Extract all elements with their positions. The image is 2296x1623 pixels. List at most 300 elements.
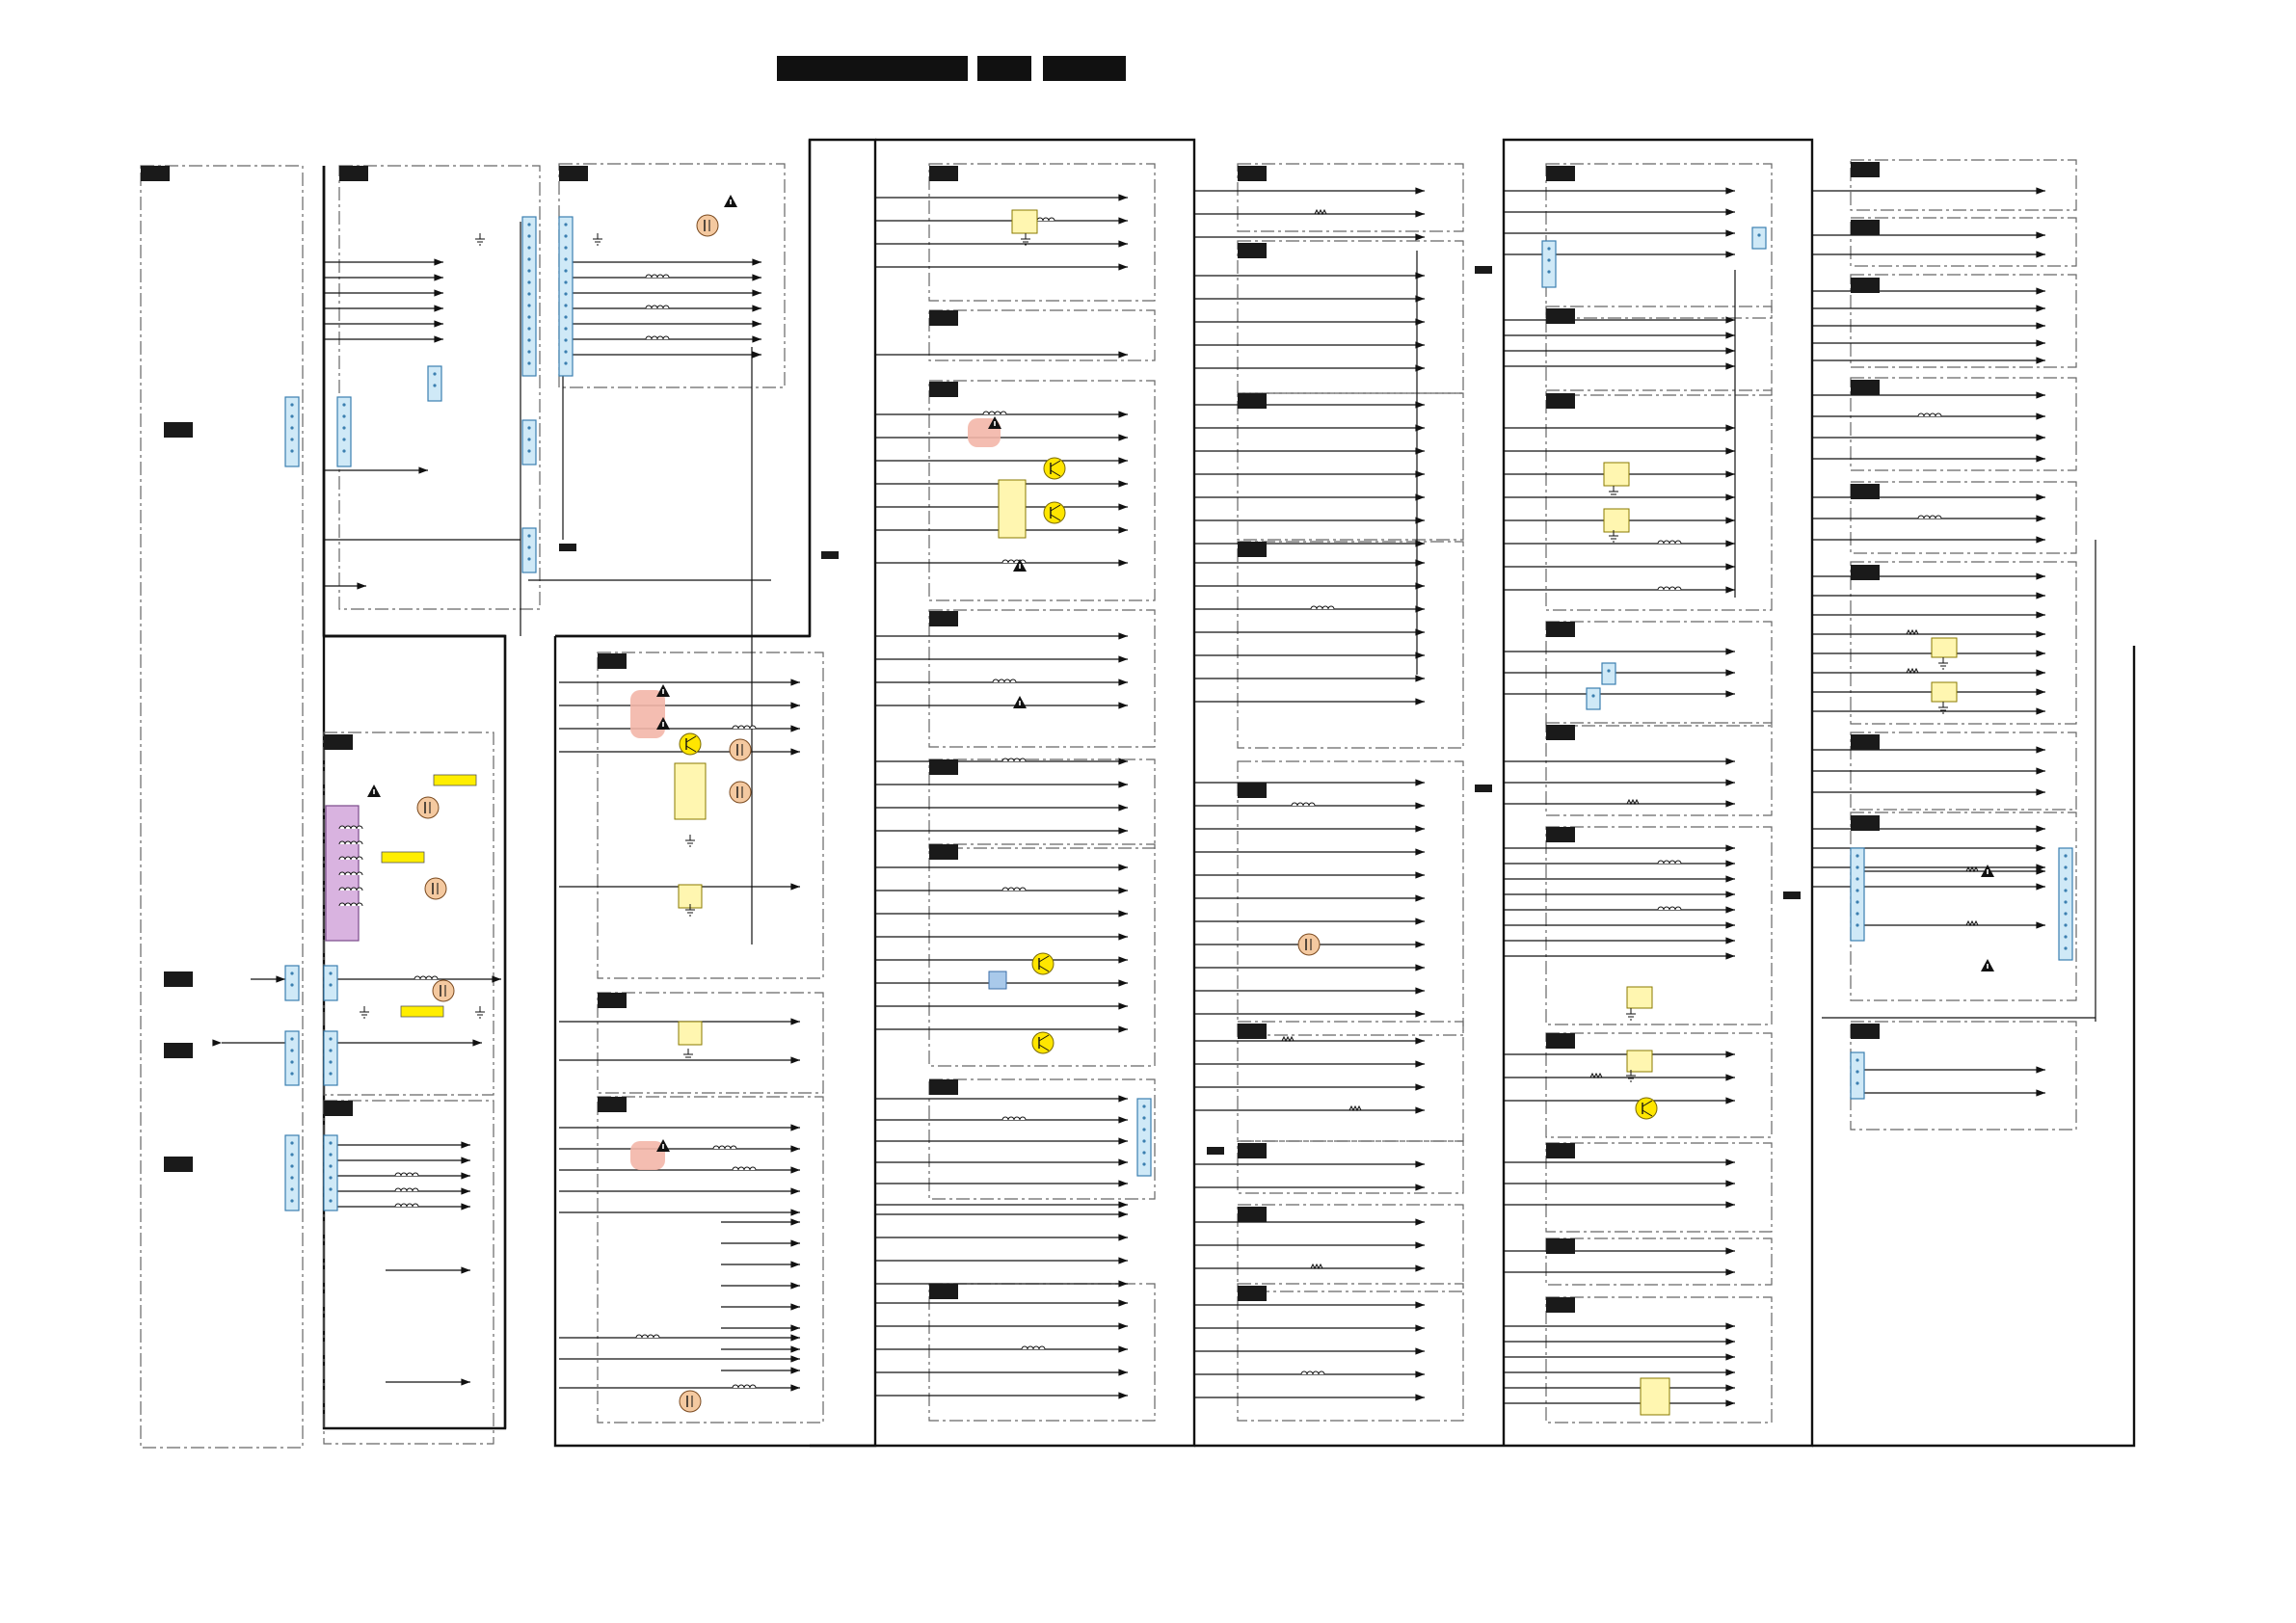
arrow-icon [1725, 800, 1735, 807]
arrow-icon [1118, 933, 1128, 940]
arrow-icon [1725, 187, 1735, 194]
connector-pin [564, 361, 567, 364]
coil-icon [395, 1188, 418, 1191]
arrow-icon [1118, 1257, 1128, 1264]
connector-pin [433, 372, 436, 375]
arrow-icon [1118, 351, 1128, 358]
arrow-icon [790, 1018, 800, 1024]
mosfet-icon [680, 1391, 701, 1412]
arrow-icon [1415, 295, 1425, 302]
connector-pin [2064, 865, 2067, 868]
connector-pin [564, 338, 567, 341]
arrow-icon [2036, 187, 2045, 194]
block-tag [164, 971, 193, 987]
arrow-icon [2036, 231, 2045, 238]
arrow-icon [1725, 1074, 1735, 1080]
arrow-icon [418, 466, 428, 473]
arrow-icon [434, 258, 443, 265]
block-tag [929, 1284, 958, 1299]
arrow-icon [1415, 894, 1425, 901]
connector-pin [342, 449, 345, 452]
arrow-icon [461, 1141, 470, 1148]
arrow-icon [1725, 1338, 1735, 1344]
connector-pin [564, 223, 567, 226]
connector-pin [1855, 854, 1858, 857]
arrow-icon [1725, 1180, 1735, 1186]
block-tag [1546, 166, 1575, 181]
arrow-icon [1725, 1097, 1735, 1104]
label-tag [382, 852, 424, 863]
connector-pin [527, 545, 530, 548]
arrow-icon [2036, 536, 2045, 543]
arrow-icon [790, 702, 800, 708]
connector-pin [329, 1037, 332, 1040]
transistor-icon [1044, 458, 1065, 479]
arrow-icon [790, 748, 800, 755]
connector-pin [329, 1176, 332, 1179]
arrow-icon [1118, 1180, 1128, 1186]
dashed-panel [1546, 1143, 1772, 1232]
dashed-panel [929, 610, 1155, 747]
arrow-icon [1415, 341, 1425, 348]
arrow-icon [1118, 887, 1128, 893]
block-tag [1546, 308, 1575, 324]
arrow-icon [1118, 480, 1128, 487]
dashed-panel [1238, 1141, 1463, 1193]
arrow-icon [1415, 628, 1425, 635]
arrow-icon [461, 1266, 470, 1273]
coil-icon [1022, 1346, 1045, 1349]
coil-icon [646, 336, 669, 339]
arrow-icon [752, 274, 761, 280]
dashed-panel [598, 993, 823, 1093]
arrow-icon [1118, 910, 1128, 917]
connector-pin [290, 983, 293, 986]
connector-pin [2064, 923, 2067, 926]
arrow-icon [790, 1282, 800, 1289]
arrow-icon [1118, 864, 1128, 870]
arrow-icon [461, 1187, 470, 1194]
arrow-icon [1725, 1051, 1735, 1057]
coil-icon [1658, 587, 1681, 590]
block-tag [1546, 393, 1575, 409]
arrow-icon [1415, 364, 1425, 371]
arrow-icon [461, 1172, 470, 1179]
arrow-icon [434, 335, 443, 342]
arrow-icon [1118, 559, 1128, 566]
arrow-icon [434, 274, 443, 280]
connector-pin [2064, 935, 2067, 938]
ic-box [1932, 682, 1957, 702]
arrow-icon [1725, 1322, 1735, 1329]
connector-pin [290, 1060, 293, 1063]
transistor-icon [680, 733, 701, 755]
arrow-icon [1118, 781, 1128, 787]
connector-pin [290, 1141, 293, 1144]
arrow-icon [1118, 804, 1128, 811]
coil-icon [414, 976, 438, 979]
arrow-icon [1415, 1370, 1425, 1377]
arrow-icon [1415, 1184, 1425, 1190]
solid-panel-border [555, 140, 875, 1446]
dashed-panel [929, 759, 1155, 848]
arrow-icon [1118, 956, 1128, 963]
block-tag [1851, 162, 1880, 177]
arrow-icon [790, 1166, 800, 1173]
coil-icon [1658, 541, 1681, 544]
arrow-icon [1725, 1201, 1735, 1208]
arrow-icon [1118, 1299, 1128, 1306]
coil-icon [1658, 861, 1681, 864]
arrow-icon [1118, 240, 1128, 247]
arrow-icon [790, 1056, 800, 1063]
arrow-icon [790, 1345, 800, 1352]
arrow-icon [1118, 1234, 1128, 1240]
arrow-icon [2036, 592, 2045, 599]
arrow-icon [1415, 698, 1425, 705]
arrow-icon [2036, 788, 2045, 795]
arrow-icon [1118, 1116, 1128, 1123]
connector-pin [1142, 1139, 1145, 1142]
connector-pin [1547, 258, 1550, 261]
arrow-icon [1415, 559, 1425, 566]
arrow-icon [1118, 411, 1128, 417]
arrow-icon [2036, 883, 2045, 890]
arrow-icon [1725, 1384, 1735, 1391]
warning-mark [1019, 701, 1021, 705]
dashed-panel [141, 166, 303, 1448]
fuse-highlight [630, 690, 665, 738]
arrow-icon [1725, 540, 1735, 546]
dashed-panel [1238, 1205, 1463, 1291]
arrow-icon [1725, 1369, 1735, 1375]
connector-pin [290, 403, 293, 406]
connector-pin [527, 315, 530, 318]
block-tag [929, 611, 958, 626]
connector-pin [290, 1072, 293, 1075]
arrow-icon [1118, 1369, 1128, 1375]
transistor-icon [1044, 502, 1065, 523]
block-tag [1851, 1024, 1880, 1039]
ic-box [1627, 987, 1652, 1008]
arrow-icon [1725, 648, 1735, 654]
arrow-icon [1118, 678, 1128, 685]
arrow-icon [2036, 391, 2045, 398]
coil-icon [1658, 907, 1681, 910]
connector-pin [1142, 1151, 1145, 1154]
arrow-icon [1415, 1394, 1425, 1400]
connector-pin [1855, 1081, 1858, 1084]
ic-box [1641, 1378, 1669, 1415]
block-tag [1238, 783, 1267, 798]
connector-pin [564, 350, 567, 353]
arrow-icon [1118, 1095, 1128, 1102]
arrow-icon [2036, 305, 2045, 311]
dashed-panel [1546, 1033, 1772, 1137]
ic-box [1012, 210, 1037, 233]
block-tag [929, 1079, 958, 1095]
arrow-icon [752, 351, 761, 358]
dashed-panel [1238, 164, 1463, 231]
arrow-icon [1415, 187, 1425, 194]
arrow-icon [2036, 825, 2045, 832]
arrow-icon [2036, 251, 2045, 257]
solid-panel-border [324, 166, 505, 1428]
arrow-icon [790, 678, 800, 685]
arrow-icon [492, 975, 501, 982]
arrow-icon [461, 1378, 470, 1385]
arrow-icon [1415, 941, 1425, 947]
block-tag [1475, 785, 1492, 792]
block-tag [929, 166, 958, 181]
solid-panel-border [875, 140, 1194, 1446]
arrow-icon [790, 1384, 800, 1391]
panel-borders [141, 140, 2134, 1448]
warning-mark [662, 722, 664, 727]
arrow-icon [752, 320, 761, 327]
dashed-panel [1546, 1238, 1772, 1285]
arrow-icon [1415, 1301, 1425, 1308]
arrow-icon [2036, 357, 2045, 363]
block-tag [1238, 1024, 1267, 1039]
arrow-icon [1118, 194, 1128, 200]
connector-pin [329, 1072, 332, 1075]
coil-icon [1292, 803, 1315, 806]
connector-pin [290, 971, 293, 974]
arrow-icon [1725, 1399, 1735, 1406]
arrow-icon [2036, 322, 2045, 329]
connector-pin [1591, 694, 1594, 697]
block-tag [1851, 815, 1880, 831]
connector [285, 966, 299, 1000]
block-tag [1546, 1297, 1575, 1313]
arrow-icon [276, 975, 285, 982]
arrow-icon [1118, 1158, 1128, 1165]
connector-pin [1757, 233, 1760, 236]
arrow-icon [790, 725, 800, 732]
dashed-panel [324, 1101, 494, 1444]
connector-pin [564, 269, 567, 272]
arrow-icon [1725, 208, 1735, 215]
connector-pin [1855, 1058, 1858, 1061]
arrow-icon [1415, 1241, 1425, 1248]
arrow-icon [1725, 779, 1735, 785]
connector-pin [527, 438, 530, 440]
arrow-icon [1118, 1345, 1128, 1352]
block-tag [1546, 1238, 1575, 1254]
dashed-panel [1851, 160, 2076, 210]
dashed-panel [598, 1097, 823, 1423]
coil-icon [733, 1167, 756, 1170]
mosfet-icon [433, 980, 454, 1001]
connector-pin [433, 384, 436, 386]
connector-pin [1855, 889, 1858, 891]
ic-box [675, 763, 706, 819]
transistor-icon [1032, 953, 1054, 974]
arrow-icon [2036, 707, 2045, 714]
dashed-panel [1238, 241, 1463, 393]
connector-pin [527, 449, 530, 452]
block-tag [929, 759, 958, 775]
arrow-icon [1725, 362, 1735, 369]
arrow-icon [1415, 918, 1425, 924]
arrow-icon [1415, 848, 1425, 855]
arrow-icon [1725, 447, 1735, 454]
arrow-icon [1118, 503, 1128, 510]
arrow-icon [1415, 210, 1425, 217]
ic-box [1604, 463, 1629, 486]
connector-pin [290, 1164, 293, 1167]
arrow-icon [461, 1157, 470, 1163]
label-tag [434, 775, 476, 785]
arrow-icon [790, 1187, 800, 1194]
connector-pin [2064, 912, 2067, 915]
connector [337, 397, 351, 466]
arrow-icon [1415, 652, 1425, 658]
connector-pin [290, 414, 293, 417]
block-tag [598, 993, 627, 1008]
dashed-panel [1851, 562, 2076, 724]
solid-panel-border [324, 166, 505, 1428]
arrow-icon [1118, 827, 1128, 834]
connector-pin [527, 350, 530, 353]
arrow-icon [790, 1334, 800, 1341]
connector-pin [527, 234, 530, 237]
connector-pin [290, 1153, 293, 1156]
connector-pin [342, 426, 345, 429]
connector-pin [1547, 270, 1550, 273]
block-tag [1851, 380, 1880, 395]
connector-pin [1142, 1104, 1145, 1107]
dashed-panel [1546, 622, 1772, 726]
arrow-icon [2036, 1066, 2045, 1073]
connector-pin [1855, 877, 1858, 880]
block-tag [929, 382, 958, 397]
transistor-icon [1636, 1098, 1657, 1119]
arrow-icon [1725, 844, 1735, 851]
arrow-icon [1725, 758, 1735, 764]
connector-pin [527, 426, 530, 429]
arrow-icon [2036, 515, 2045, 521]
arrow-icon [790, 1324, 800, 1331]
connector-pin [290, 449, 293, 452]
arrow-icon [1725, 952, 1735, 959]
coil-icon [1301, 1371, 1324, 1374]
solid-panel-border [1812, 646, 2134, 1446]
coil-icon [733, 1385, 756, 1388]
dashed-panel [1851, 812, 2076, 1000]
arrow-icon [1725, 690, 1735, 697]
connector [428, 366, 441, 401]
connector-pin [2064, 877, 2067, 880]
connector-pin [527, 269, 530, 272]
warning-mark [994, 421, 996, 426]
connector [1587, 688, 1600, 709]
arrow-icon [2036, 650, 2045, 656]
arrow-icon [1118, 1137, 1128, 1144]
arrow-icon [752, 335, 761, 342]
arrow-icon [1415, 1160, 1425, 1167]
block-tag [1238, 542, 1267, 557]
arrow-icon [357, 582, 366, 589]
block-tag [1546, 1143, 1575, 1158]
arrow-icon [2036, 339, 2045, 346]
connector-pin [527, 246, 530, 249]
arrow-icon [1415, 424, 1425, 431]
arrow-icon [1415, 1083, 1425, 1090]
connector-pin [1142, 1128, 1145, 1131]
connector-pin [1855, 912, 1858, 915]
arrow-icon [1725, 470, 1735, 477]
arrow-icon [1118, 1025, 1128, 1032]
connector-pin [564, 304, 567, 306]
block-tag [1207, 1147, 1224, 1155]
connector-pin [564, 292, 567, 295]
arrow-icon [1415, 401, 1425, 408]
block-tag [1546, 725, 1575, 740]
block-tag [324, 734, 353, 750]
block-tag [821, 551, 839, 559]
coil-icon [1002, 560, 1026, 563]
connector-pin [2064, 854, 2067, 857]
arrow-icon [752, 289, 761, 296]
arrow-icon [1725, 229, 1735, 236]
coil-icon [395, 1173, 418, 1176]
connector [285, 397, 299, 466]
warning-mark [1987, 964, 1989, 969]
arrow-icon [790, 1261, 800, 1267]
wiring [222, 191, 2134, 1446]
connector-pin [329, 1141, 332, 1144]
connector-pin [564, 280, 567, 283]
coil-icon [1002, 888, 1026, 891]
warning-mark [1987, 869, 1989, 874]
arrow-icon [1415, 1060, 1425, 1067]
arrow-icon [790, 1145, 800, 1152]
block-tag [164, 1043, 193, 1058]
connector-pin [290, 1199, 293, 1202]
block-tag [1851, 220, 1880, 235]
block-tag [1851, 565, 1880, 580]
arrow-icon [2036, 746, 2045, 753]
connector-pin [329, 1153, 332, 1156]
dashed-panel [1851, 1022, 2076, 1130]
ic-box [1932, 638, 1957, 657]
arrow-icon [1415, 1218, 1425, 1225]
arrow-icon [1118, 1392, 1128, 1398]
arrow-icon [1725, 347, 1735, 354]
connector-pin [290, 1037, 293, 1040]
arrow-icon [1725, 669, 1735, 676]
block-tag [1238, 166, 1267, 181]
block-tag [559, 544, 576, 551]
coil-icon [1918, 516, 1941, 519]
arrow-icon [1725, 1158, 1735, 1165]
arrow-icon [472, 1039, 482, 1046]
block-tag [164, 1157, 193, 1172]
arrow-icon [1118, 632, 1128, 639]
arrow-icon [434, 320, 443, 327]
arrow-icon [790, 1218, 800, 1225]
connector-pin [564, 234, 567, 237]
arrow-icon [1118, 702, 1128, 708]
warning-mark [373, 789, 375, 794]
block-tag [164, 422, 193, 438]
arrow-icon [1415, 779, 1425, 785]
arrow-icon [752, 305, 761, 311]
coil-icon [993, 679, 1016, 682]
connector-pin [527, 304, 530, 306]
